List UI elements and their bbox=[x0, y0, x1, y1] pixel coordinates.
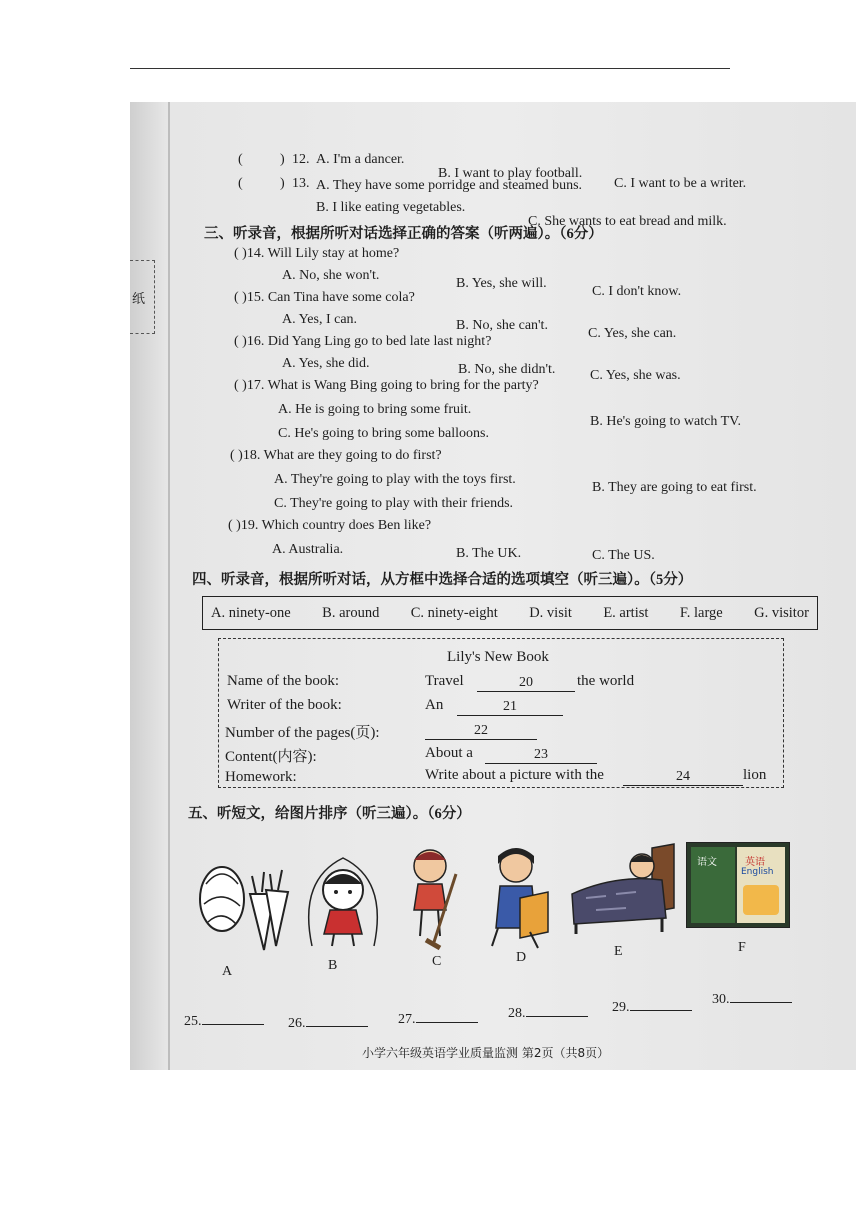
blank-24[interactable]: 24 bbox=[623, 769, 743, 786]
page-footer: 小学六年级英语学业质量监测 第2页（共8页） bbox=[362, 1046, 610, 1060]
section5-heading: 五、听短文，给图片排序（听三遍）。（6分） bbox=[188, 806, 471, 822]
q13-option-b: B. I like eating vegetables. bbox=[316, 200, 466, 215]
girl-jumping-rope-icon bbox=[298, 850, 388, 954]
vegetables-icon bbox=[192, 854, 292, 954]
word-bank-option: D. visit bbox=[529, 604, 572, 621]
row-pre-name: Travel bbox=[425, 673, 464, 689]
word-bank-option: G. visitor bbox=[754, 604, 809, 621]
row-pre-content: About a bbox=[425, 745, 473, 761]
girl-sweeping-icon bbox=[400, 844, 470, 954]
answer-slot-26[interactable]: 26. bbox=[288, 1014, 368, 1032]
q19-option-b: B. The UK. bbox=[456, 546, 522, 561]
answer-slot-30[interactable]: 30. bbox=[712, 990, 792, 1008]
binding-margin-mark: 纸 bbox=[132, 291, 146, 306]
book-box-title: Lily's New Book bbox=[447, 649, 549, 665]
section4-heading: 四、听录音，根据所听对话，从方框中选择合适的选项填空（听三遍）。（5分） bbox=[192, 572, 693, 588]
q13-paren: ( bbox=[238, 176, 243, 191]
row-post-homework: lion bbox=[743, 767, 767, 783]
answer-slot-27[interactable]: 27. bbox=[398, 1010, 478, 1028]
q12-option-b: B. I want to play football. bbox=[438, 166, 583, 181]
q12-option-a: A. I'm a dancer. bbox=[316, 152, 405, 167]
word-bank-option: B. around bbox=[322, 604, 380, 621]
row-label-pages: Number of the pages(页): bbox=[225, 725, 380, 741]
q19-option-a: A. Australia. bbox=[272, 542, 344, 557]
q13-number: 13. bbox=[292, 176, 310, 191]
q18-option-a: A. They're going to play with the toys first. bbox=[274, 472, 516, 487]
q17-option-c: C. He's going to bring some balloons. bbox=[278, 426, 489, 441]
textbooks-icon bbox=[686, 842, 790, 928]
q16-question: ( )16. Did Yang Ling go to bed late last night? bbox=[234, 334, 492, 349]
blank-20[interactable]: 20 bbox=[477, 675, 575, 692]
q12-rparen: ) bbox=[280, 152, 285, 167]
picture-letter: E bbox=[614, 944, 623, 959]
english-book-cover bbox=[737, 847, 785, 923]
answer-slot-25[interactable]: 25. bbox=[184, 1012, 264, 1030]
row-label-name: Name of the book: bbox=[227, 673, 340, 689]
q13-option-a: A. They have some porridge and steamed buns. bbox=[316, 178, 583, 193]
english-book-title-en: English bbox=[741, 867, 774, 877]
q13-rparen: ) bbox=[280, 176, 285, 191]
blank-23[interactable]: 23 bbox=[485, 747, 597, 764]
english-book-title-cn: 英语 bbox=[745, 857, 765, 868]
q14-option-a: A. No, she won't. bbox=[282, 268, 380, 283]
word-bank-option: E. artist bbox=[603, 604, 649, 621]
row-pre-writer: An bbox=[425, 697, 444, 713]
q12-paren: ( bbox=[238, 152, 243, 167]
q17-option-a: A. He is going to bring some fruit. bbox=[278, 402, 472, 417]
section3-heading: 三、听录音，根据所听对话选择正确的答案（听两遍）。（6分） bbox=[204, 226, 603, 242]
page-fold bbox=[168, 102, 170, 1070]
q13-option-c: C. She wants to eat bread and milk. bbox=[528, 214, 727, 229]
row-pre-homework: Write about a picture with the bbox=[425, 767, 604, 783]
chinese-book-cover bbox=[691, 847, 735, 923]
q15-option-c: C. Yes, she can. bbox=[588, 326, 677, 341]
q14-question: ( )14. Will Lily stay at home? bbox=[234, 246, 400, 261]
row-label-content: Content(内容): bbox=[225, 749, 317, 765]
q17-question: ( )17. What is Wang Bing going to bring for the party? bbox=[234, 378, 539, 393]
q18-option-b: B. They are going to eat first. bbox=[592, 480, 757, 495]
picture-letter: A bbox=[222, 964, 233, 979]
q17-option-b: B. He's going to watch TV. bbox=[590, 414, 741, 429]
q18-question: ( )18. What are they going to do first? bbox=[230, 448, 442, 463]
word-bank-option: C. ninety-eight bbox=[410, 604, 498, 621]
picture-letter: D bbox=[516, 950, 527, 965]
q15-question: ( )15. Can Tina have some cola? bbox=[234, 290, 415, 305]
girl-reading-icon bbox=[486, 842, 556, 952]
q12-option-c: C. I want to be a writer. bbox=[614, 176, 747, 191]
picture-letter: F bbox=[738, 940, 746, 955]
blank-21[interactable]: 21 bbox=[457, 699, 563, 716]
q16-option-b: B. No, she didn't. bbox=[458, 362, 556, 377]
chinese-book-title: 语文 bbox=[697, 857, 717, 868]
word-bank-option: A. ninety-one bbox=[211, 604, 291, 621]
picture-letter: B bbox=[328, 958, 338, 973]
row-label-homework: Homework: bbox=[225, 769, 297, 785]
row-post-name: the world bbox=[577, 673, 635, 689]
q18-option-c: C. They're going to play with their friends. bbox=[274, 496, 514, 511]
q14-option-c: C. I don't know. bbox=[592, 284, 682, 299]
q16-option-a: A. Yes, she did. bbox=[282, 356, 370, 371]
q12-number: 12. bbox=[292, 152, 310, 167]
word-bank-option: F. large bbox=[679, 604, 723, 621]
word-bank-box bbox=[202, 596, 818, 630]
answer-slot-29[interactable]: 29. bbox=[612, 998, 692, 1016]
answer-slot-28[interactable]: 28. bbox=[508, 1004, 588, 1022]
exam-page-photo bbox=[130, 102, 856, 1070]
q16-option-c: C. Yes, she was. bbox=[590, 368, 681, 383]
q15-option-b: B. No, she can't. bbox=[456, 318, 548, 333]
book-illustration bbox=[743, 885, 779, 915]
q15-option-a: A. Yes, I can. bbox=[282, 312, 358, 327]
header-rule bbox=[130, 68, 730, 69]
blank-22[interactable]: 22 bbox=[425, 723, 537, 740]
q14-option-b: B. Yes, she will. bbox=[456, 276, 547, 291]
q19-question: ( )19. Which country does Ben like? bbox=[228, 518, 432, 533]
q19-option-c: C. The US. bbox=[592, 548, 655, 563]
book-info-box bbox=[218, 638, 784, 788]
girl-in-bed-icon bbox=[566, 838, 678, 938]
picture-letter: C bbox=[432, 954, 442, 969]
row-label-writer: Writer of the book: bbox=[227, 697, 342, 713]
